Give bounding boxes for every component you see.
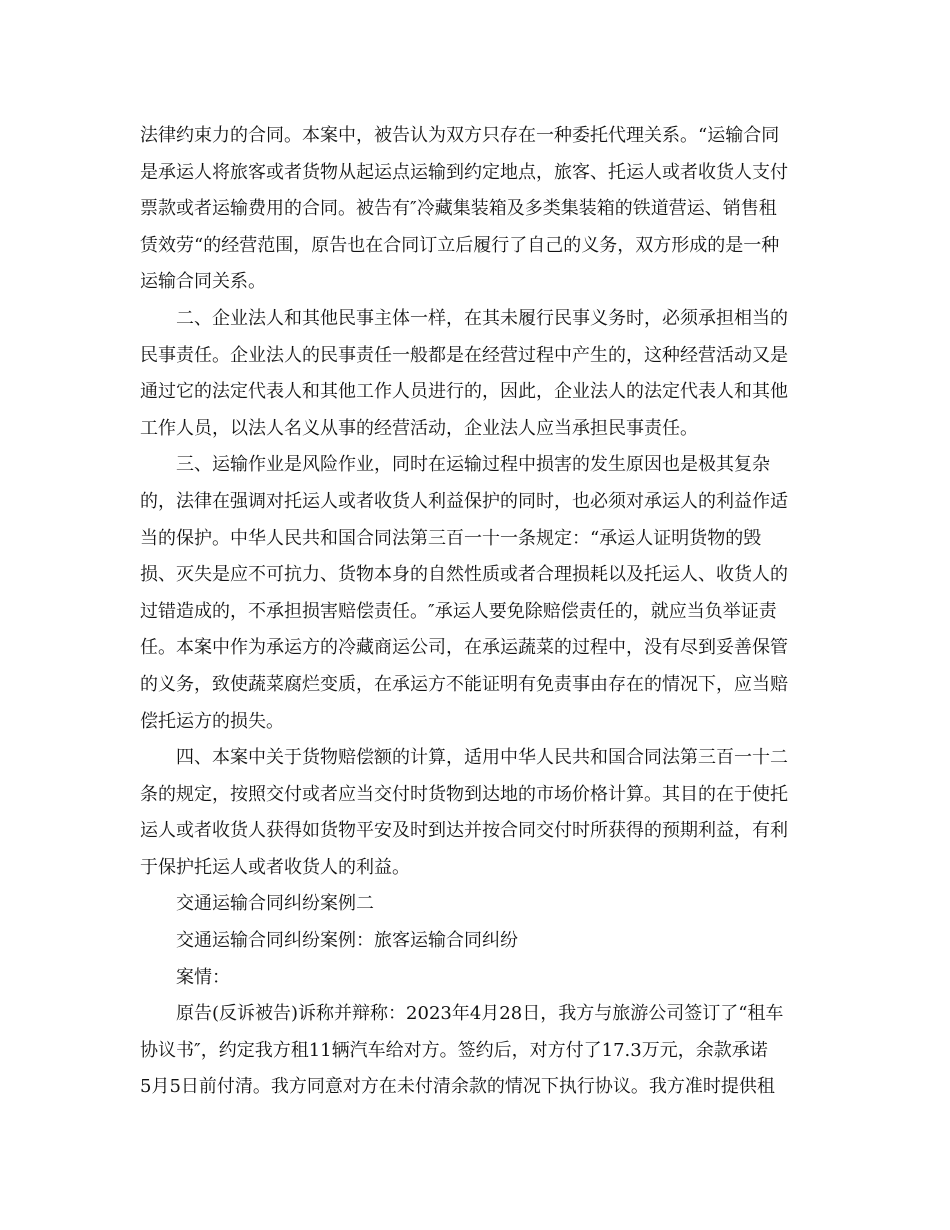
text-line: 于保护托运人或者收货人的利益。 bbox=[140, 856, 410, 878]
text-line: 偿托运方的损失。 bbox=[140, 710, 284, 732]
text-line: 损、灭失是应不可抗力、货物本身的自然性质或者合理损耗以及托运人、收货人的 bbox=[140, 564, 788, 586]
text-line: 二、企业法人和其他民事主体一样，在其未履行民事义务时，必须承担相当的 bbox=[176, 307, 788, 329]
text-line: 民事责任。企业法人的民事责任一般都是在经营过程中产生的，这种经营活动又是 bbox=[140, 344, 788, 366]
text-line: 原告(反诉被告)诉称并辩称：2023年4月28日，我方与旅游公司签订了“租车 bbox=[176, 1003, 784, 1025]
text-line: 赁效劳“的经营范围，原告也在合同订立后履行了自己的义务，双方形成的是一种 bbox=[140, 234, 780, 256]
text-line: 的，法律在强调对托运人或者收货人利益保护的同时，也必须对承运人的利益作适 bbox=[140, 490, 788, 512]
paragraph-p8 bbox=[140, 996, 812, 1106]
text-line: 运人或者收货人获得如货物平安及时到达并按合同交付时所获得的预期利益，有利 bbox=[140, 820, 788, 842]
text-line: 工作人员，以法人名义从事的经营活动，企业法人应当承担民事责任。 bbox=[140, 417, 698, 439]
text-line: 四、本案中关于货物赔偿额的计算，适用中华人民共和国合同法第三百一十二 bbox=[176, 747, 788, 769]
text-line: 任。本案中作为承运方的冷藏商运公司，在承运蔬菜的过程中，没有尽到妥善保管 bbox=[140, 637, 788, 659]
paragraph-p4 bbox=[140, 740, 812, 886]
text-line: 三、运输作业是风险作业，同时在运输过程中损害的发生原因也是极其复杂 bbox=[176, 454, 770, 476]
text-line: 5月5日前付清。我方同意对方在未付清余款的情况下执行协议。我方准时提供租 bbox=[140, 1076, 775, 1098]
text-line: 当的保护。中华人民共和国合同法第三百一十一条规定：“承运人证明货物的毁 bbox=[140, 527, 762, 549]
text-line: 案情： bbox=[176, 966, 230, 988]
text-line: 交通运输合同纠纷案例二 bbox=[176, 893, 374, 915]
text-line: 过错造成的，不承担损害赔偿责任。″承运人要免除赔偿责任的，就应当负举证责 bbox=[140, 600, 777, 622]
paragraph-p1 bbox=[140, 118, 812, 301]
text-line: 票款或者运输费用的合同。被告有″冷藏集装箱及多类集装箱的铁道营运、销售租 bbox=[140, 198, 777, 220]
paragraph-p3 bbox=[140, 447, 812, 740]
text-line: 法律约束力的合同。本案中，被告认为双方只存在一种委托代理关系。“运输合同 bbox=[140, 125, 780, 146]
text-line: 交通运输合同纠纷案例：旅客运输合同纠纷 bbox=[176, 930, 518, 952]
document-body bbox=[140, 118, 812, 1106]
text-line: 协议书″，约定我方租11辆汽车给对方。签约后，对方付了17.3万元，余款承诺 bbox=[140, 1039, 768, 1061]
text-line: 通过它的法定代表人和其他工作人员进行的，因此，企业法人的法定代表人和其他 bbox=[140, 381, 788, 403]
paragraph-p7 bbox=[140, 960, 812, 997]
paragraph-p5 bbox=[140, 886, 812, 923]
paragraph-p6 bbox=[140, 923, 812, 960]
text-line: 运输合同关系。 bbox=[140, 271, 266, 293]
text-line: 是承运人将旅客或者货物从起运点运输到约定地点，旅客、托运人或者收货人支付 bbox=[140, 161, 788, 183]
paragraph-p2 bbox=[140, 301, 812, 447]
text-line: 条的规定，按照交付或者应当交付时货物到达地的市场价格计算。其目的在于使托 bbox=[140, 783, 788, 805]
text-line: 的义务，致使蔬菜腐烂变质，在承运方不能证明有免责事由存在的情况下，应当赔 bbox=[140, 673, 788, 695]
